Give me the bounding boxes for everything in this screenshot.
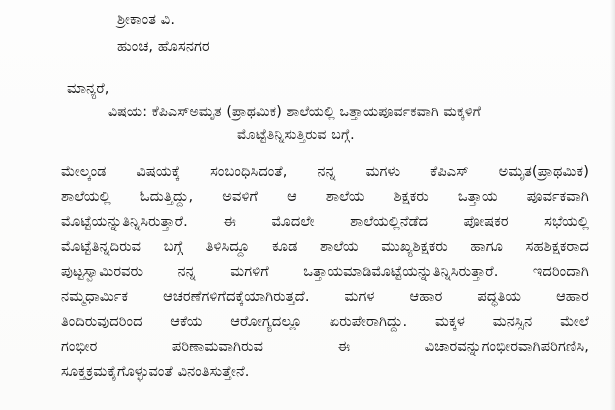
body-line: ಶಾಲೆಯಲ್ಲಿ ಓದುತ್ತಿದ್ದು, ಅವಳಿಗೆ ಆ ಶಾಲೆಯ ಶಿಕ್ಷಕರು ಒತ್ತಾಯ ಪೂರ್ವಕವಾಗಿ: [61, 188, 589, 205]
subject-line-1: ವಿಷಯ: ಕೆಪಿಎಸ್‌ಅಮೃತ (ಪ್ರಾಥಮಿಕ) ಶಾಲೆಯಲ್ಲಿ ಒತ್ತಾಯಪೂರ್ವಕವಾಗಿ ಮಕ್ಕಳಿಗೆ: [108, 104, 482, 120]
salutation: ಮಾನ್ಯರೆ,: [67, 80, 110, 97]
sender-name: ಶ್ರೀಕಾಂತ ವಿ.: [117, 11, 176, 28]
body-line: ಸೂಕ್ತಕ್ರಮಕೈಗೊಳ್ಳುವಂತೆ ವಿನಂತಿಸುತ್ತೇನೆ.: [61, 363, 250, 380]
body-line: ನಮ್ಮಧಾರ್ಮಿಕ ಆಚರಣೆಗಳಿಗೆದಕ್ಕೆಯಾಗಿರುತ್ತದೆ. ಮಗಳ ಆಹಾರ ಪದ್ಧತಿಯ ಆಹಾರ: [61, 288, 589, 305]
body-line: ತಿಂದಿರುವುದರಿಂದ ಆಕೆಯ ಆರೋಗ್ಯದಲ್ಲೂ ಏರುಪೇರಾಗಿದ್ದು. ಮಕ್ಕಳ ಮನಸ್ಸಿನ ಮೇಲೆ: [61, 313, 589, 330]
body-line: ಗಂಭೀರ ಪರಿಣಾಮವಾಗಿರುವ ಈ ವಿಚಾರವನ್ನುಗಂಭೀರವಾಗಿಪರಿಗಣಿಸಿ,: [61, 338, 589, 355]
subject-line-2: ಮೊಟ್ಟೆತಿನ್ನಿಸುತ್ತಿರುವ ಬಗ್ಗೆ.: [237, 127, 355, 143]
body-line: ಪುಟ್ಟಸ್ವಾಮಿರವರು ನನ್ನ ಮಗಳಿಗೆ ಒತ್ತಾಯಮಾಡಿಮೊಟ್ಟೆಯನ್ನುತಿನ್ನಿಸಿರುತ್ತಾರೆ. ಇದರಿಂದಾಗಿ: [61, 263, 589, 280]
body-line: ಮೇಲ್ಕಂಡ ವಿಷಯಕ್ಕೆ ಸಂಬಂಧಿಸಿದಂತೆ, ನನ್ನ ಮಗಳು ಕೆಪಿಎಸ್ ಅಮೃತ(ಪ್ರಾಥಮಿಕ): [61, 163, 589, 180]
sender-place: ಹುಂಚ, ಹೊಸನಗರ: [117, 38, 210, 55]
body-line: ಮೊಟ್ಟೆತಿನ್ನದಿರುವ ಬಗ್ಗೆ ತಿಳಿಸಿದ್ದೂ ಕೂಡ ಶಾಲೆಯ ಮುಖ್ಯಶಿಕ್ಷಕರು ಹಾಗೂ ಸಹಶಿಕ್ಷಕರಾದ: [61, 238, 589, 255]
body-line: ಮೊಟ್ಟೆಯನ್ನುತಿನ್ನಿಸಿರುತ್ತಾರೆ. ಈ ಮೊದಲೇ ಶಾಲೆಯಲ್ಲಿನೆಡೆದ ಪೋಷಕರ ಸಭೆಯಲ್ಲಿ: [61, 213, 589, 230]
page-edge-shadow: [610, 0, 615, 410]
